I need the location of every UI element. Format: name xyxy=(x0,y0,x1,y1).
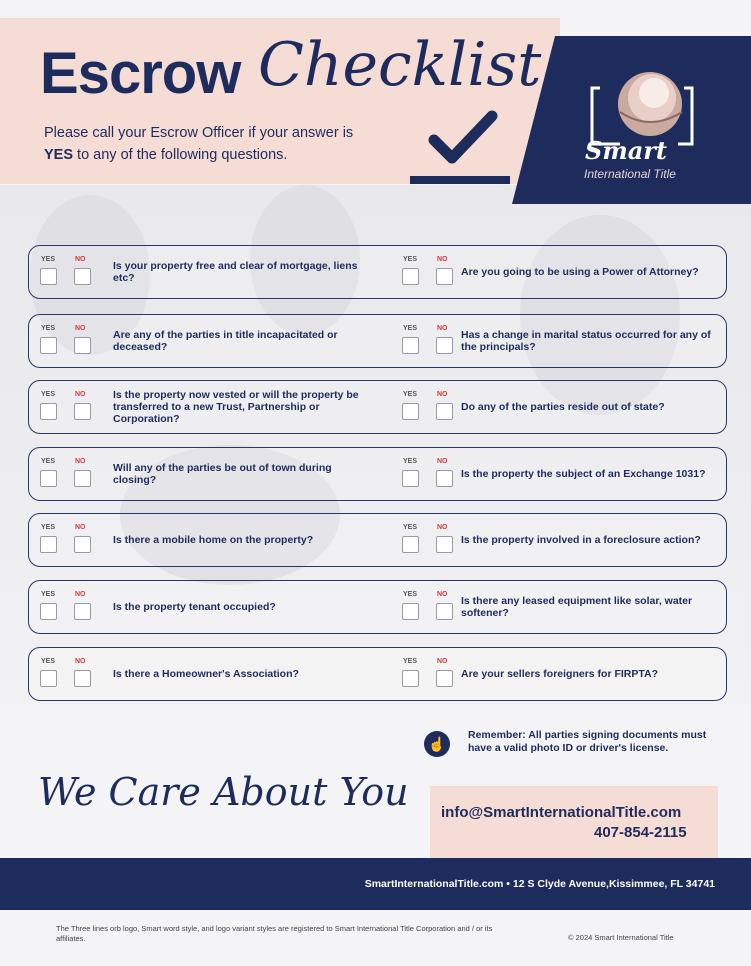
question-right: Has a change in marital status occurred for any of the principals? xyxy=(461,329,711,353)
subtitle: Please call your Escrow Officer if your answer is YES to any of the following questions. xyxy=(44,125,354,163)
yes-checkbox[interactable] xyxy=(402,670,419,687)
no-checkbox[interactable] xyxy=(74,403,91,420)
contact-email[interactable]: info@SmartInternationalTitle.com xyxy=(441,804,682,821)
yes-label: YES xyxy=(41,325,56,332)
yes-label: YES xyxy=(41,524,56,531)
yes-checkbox[interactable] xyxy=(40,337,57,354)
yes-checkbox[interactable] xyxy=(40,603,57,620)
no-checkbox[interactable] xyxy=(74,603,91,620)
tagline: We Care About You xyxy=(38,770,409,814)
question-right: Is there any leased equipment like solar, water softener? xyxy=(461,595,693,619)
yes-checkbox[interactable] xyxy=(40,670,57,687)
yes-checkbox[interactable] xyxy=(40,268,57,285)
no-label: NO xyxy=(75,458,86,465)
no-label: NO xyxy=(437,391,448,398)
contact-panel xyxy=(430,786,718,858)
yes-checkbox[interactable] xyxy=(402,268,419,285)
no-label: NO xyxy=(75,256,86,263)
checklist-row xyxy=(28,380,727,434)
yes-label: YES xyxy=(41,256,56,263)
yes-label: YES xyxy=(403,391,418,398)
yes-label: YES xyxy=(41,658,56,665)
checklist-row xyxy=(28,314,727,368)
footer-address: SmartInternationalTitle.com • 12 S Clyde Avenue,Kissimmee, FL 34741 xyxy=(364,878,715,890)
no-checkbox[interactable] xyxy=(74,670,91,687)
fine-print: The Three lines orb logo, Smart word style, and logo variant styles are registered to Smart International Title Corporation and / or its affiliates. xyxy=(56,924,493,943)
checklist-row xyxy=(28,513,727,567)
question-left: Will any of the parties be out of town during closing? xyxy=(113,462,332,486)
yes-label: YES xyxy=(403,256,418,263)
question-left: Is the property now vested or will the property be transferred to a new Trust, Partnership or Corporation? xyxy=(113,389,359,425)
checklist-row xyxy=(28,580,727,634)
no-label: NO xyxy=(437,458,448,465)
question-left: Is your property free and clear of mortgage, liens etc? xyxy=(113,260,358,284)
question-right: Is the property the subject of an Exchange 1031? xyxy=(461,468,706,480)
yes-checkbox[interactable] xyxy=(402,603,419,620)
yes-label: YES xyxy=(403,458,418,465)
hand-icon: ☝ xyxy=(424,731,450,757)
title-checklist: Checklist xyxy=(258,30,542,100)
no-label: NO xyxy=(437,658,448,665)
copyright: © 2024 Smart International Title xyxy=(568,933,674,942)
no-label: NO xyxy=(75,524,86,531)
yes-label: YES xyxy=(403,658,418,665)
yes-checkbox[interactable] xyxy=(402,403,419,420)
logo-subtitle: International Title xyxy=(584,167,676,181)
question-right: Are your sellers foreigners for FIRPTA? xyxy=(461,668,659,680)
logo-wordmark: Smart xyxy=(585,136,668,165)
yes-label: YES xyxy=(41,391,56,398)
yes-checkbox[interactable] xyxy=(40,470,57,487)
checklist-row xyxy=(28,447,727,501)
no-label: NO xyxy=(75,658,86,665)
contact-phone[interactable]: 407-854-2115 xyxy=(594,824,687,841)
yes-checkbox[interactable] xyxy=(402,470,419,487)
no-checkbox[interactable] xyxy=(436,337,453,354)
no-checkbox[interactable] xyxy=(436,603,453,620)
yes-label: YES xyxy=(403,524,418,531)
question-right: Is the property involved in a foreclosure action? xyxy=(461,534,701,546)
no-checkbox[interactable] xyxy=(74,337,91,354)
no-label: NO xyxy=(75,591,86,598)
header-underline xyxy=(410,176,510,184)
no-label: NO xyxy=(75,325,86,332)
no-checkbox[interactable] xyxy=(436,670,453,687)
title-escrow: Escrow xyxy=(40,41,241,106)
checklist-row xyxy=(28,647,727,701)
yes-label: YES xyxy=(41,591,56,598)
no-label: NO xyxy=(437,591,448,598)
yes-checkbox[interactable] xyxy=(402,337,419,354)
question-left: Is the property tenant occupied? xyxy=(113,601,276,613)
no-checkbox[interactable] xyxy=(436,403,453,420)
no-label: NO xyxy=(437,325,448,332)
no-checkbox[interactable] xyxy=(436,536,453,553)
question-right: Are you going to be using a Power of Attorney? xyxy=(461,266,699,278)
question-left: Is there a mobile home on the property? xyxy=(113,534,314,546)
checkmark-icon xyxy=(428,108,498,168)
yes-label: YES xyxy=(41,458,56,465)
no-checkbox[interactable] xyxy=(436,470,453,487)
question-left: Are any of the parties in title incapacitated or deceased? xyxy=(113,329,338,353)
remember-note: Remember: All parties signing documents must have a valid photo ID or driver's license. xyxy=(468,729,707,754)
no-label: NO xyxy=(437,524,448,531)
checklist-row xyxy=(28,245,727,299)
no-checkbox[interactable] xyxy=(74,470,91,487)
yes-checkbox[interactable] xyxy=(40,403,57,420)
question-left: Is there a Homeowner's Association? xyxy=(113,668,299,680)
no-checkbox[interactable] xyxy=(436,268,453,285)
no-checkbox[interactable] xyxy=(74,268,91,285)
yes-checkbox[interactable] xyxy=(402,536,419,553)
no-label: NO xyxy=(437,256,448,263)
yes-label: YES xyxy=(403,591,418,598)
question-right: Do any of the parties reside out of state? xyxy=(461,401,665,413)
yes-label: YES xyxy=(403,325,418,332)
yes-checkbox[interactable] xyxy=(40,536,57,553)
no-checkbox[interactable] xyxy=(74,536,91,553)
no-label: NO xyxy=(75,391,86,398)
